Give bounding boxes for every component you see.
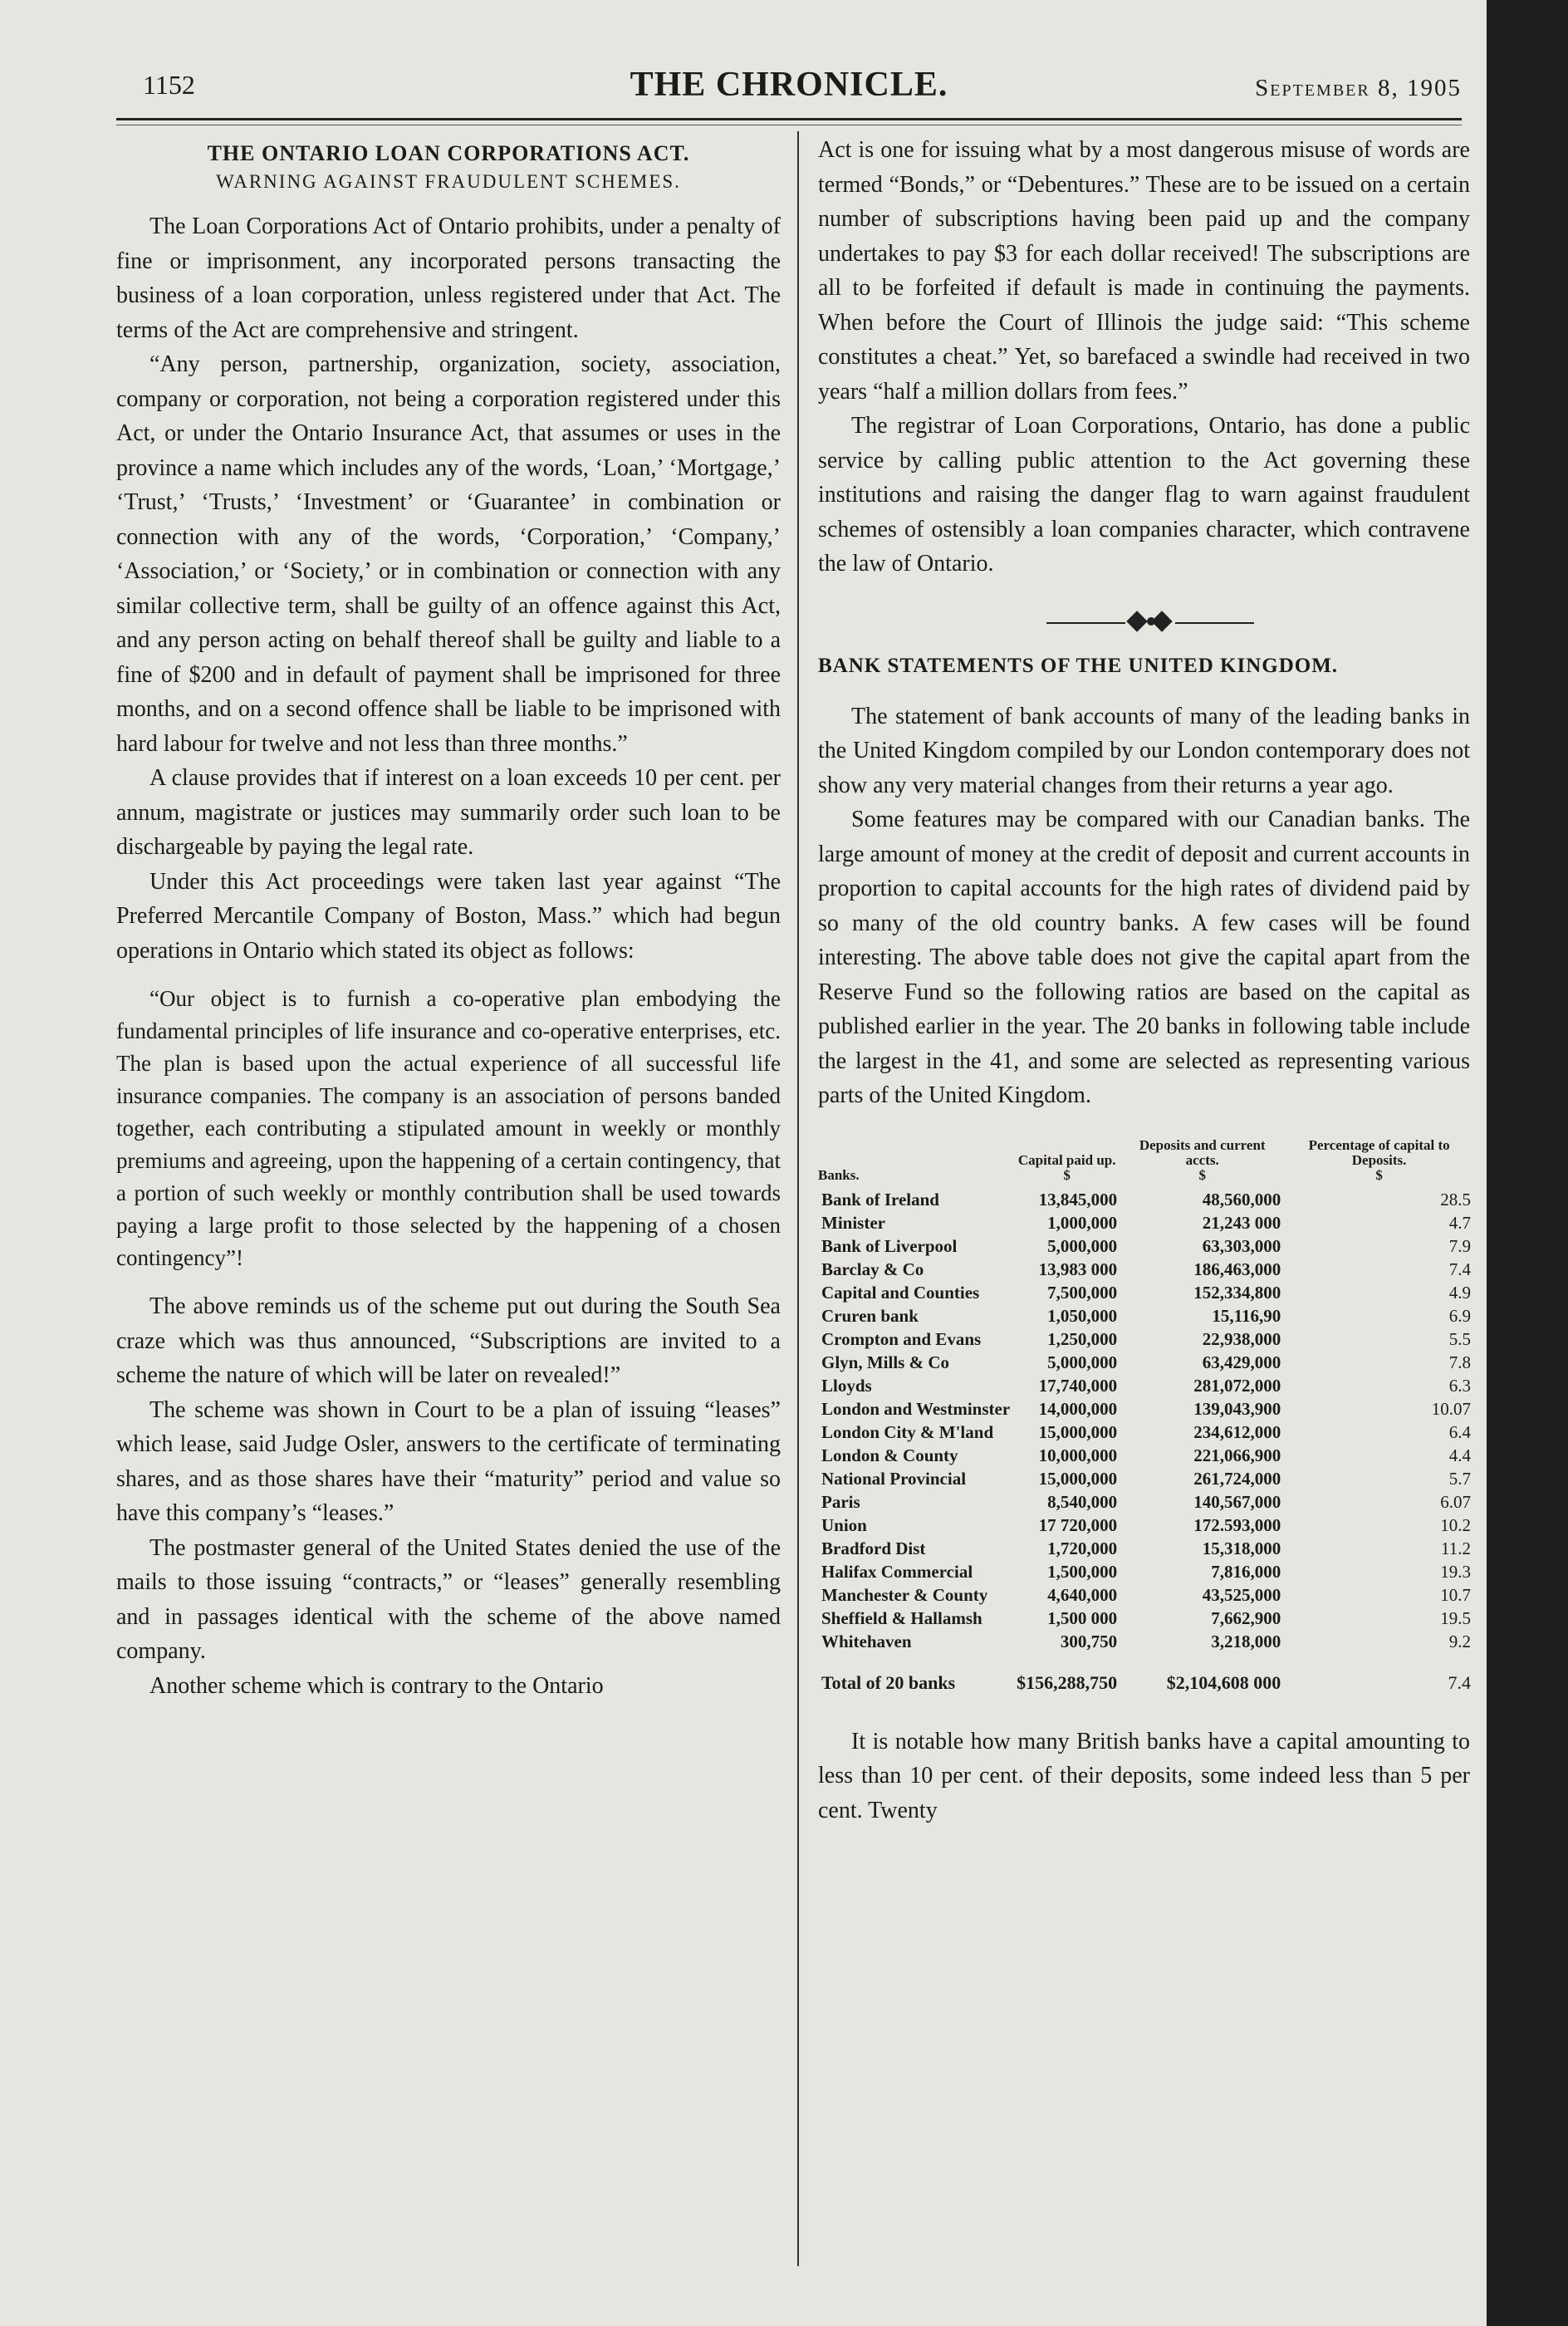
left-column [116,133,781,1703]
page-header [116,65,1462,115]
column-header-bank: Banks. [818,1166,860,1183]
cell-deposits: 7,662,900 [1211,1607,1281,1628]
column-divider [797,131,799,2266]
cell-capital: 15,000,000 [1038,1421,1118,1442]
cell-bank: Bank of Ireland [821,1189,939,1210]
table-row [818,1397,1474,1421]
table-row [818,1258,1474,1281]
cell-bank: National Provincial [821,1468,967,1489]
paragraph: Another scheme which is contrary to the Ontario [149,1672,604,1699]
cell-bank: Minister [821,1212,885,1233]
cell-bank: Paris [821,1491,860,1512]
table-row [818,1211,1474,1234]
paragraph: It is notable how many British banks have a capital amounting to less than 10 per cent. of their deposits, some indeed less than 5 per cent. Twenty [818,1728,1470,1823]
cell-pct: 7.4 [1448,1259,1471,1279]
table-row [818,1304,1474,1327]
cell-pct: 7.8 [1448,1352,1471,1372]
total-percent: 7.4 [1448,1671,1471,1693]
paragraph: Some features may be compared with our Canadian banks. The large amount of money at the credit of deposit and current accounts in proportion to capital accounts for the high rates of dividend paid by so many of the old country banks. A few cases will be found interesting. The above table does not give the capital apart from the Reserve Fund so the following ratios are based on the capital as published earlier in the year. The 20 banks in following table include the largest in the 41, and some are selected as representing various parts of the United Kingdom. [818,807,1470,1108]
cell-bank: Bradford Dist [821,1538,926,1558]
table-row [818,1351,1474,1374]
cell-pct: 28.5 [1440,1189,1471,1210]
cell-deposits: 261,724,000 [1193,1468,1281,1489]
bank-statements-table [818,1138,1474,1695]
total-deposits: $2,104,608 000 [1166,1671,1281,1693]
section-ornament [818,606,1470,640]
cell-capital: 10,000,000 [1038,1445,1118,1465]
cell-capital: 7,500,000 [1047,1282,1118,1303]
cell-deposits: 63,429,000 [1202,1352,1281,1372]
header-rule [116,118,1462,120]
cell-deposits: 172.593,000 [1193,1514,1281,1535]
cell-deposits: 152,334,800 [1193,1282,1281,1303]
cell-pct: 10.2 [1440,1514,1471,1535]
paragraph: The Loan Corporations Act of Ontario prohibits, under a penalty of fine or imprisonment, any incorporated persons transacting the business of a loan corporation, unless registered under that Act. The terms of the Act are comprehensive and stringent. [116,213,781,343]
cell-deposits: 139,043,900 [1193,1398,1281,1419]
cell-pct: 7.9 [1448,1235,1471,1256]
column-header-capital: Capital paid up. $ [1017,1151,1116,1183]
paragraph: The postmaster general of the United States denied the use of the mails to those issuing “contracts,” or “leases” generally resembling and in passages identical with the scheme of the above named company. [116,1534,781,1664]
cell-pct: 6.07 [1440,1491,1471,1512]
cell-pct: 6.4 [1448,1421,1471,1442]
cell-deposits: 281,072,000 [1193,1375,1281,1396]
cell-capital: 1,720,000 [1047,1538,1118,1558]
publication-title: THE CHRONICLE. [630,66,948,104]
paragraph: “Any person, partnership, organization, society, association, company or corporation, not being a corporation registered under this Act, or under the Ontario Insurance Act, that assumes or uses in the province a name which includes any of the words, ‘Loan,’ ‘Mortgage,’ ‘Trust,’ ‘Trusts,’ ‘Investment’ or ‘Guarantee’ in combination or connection with any of the words, ‘Corporation,’ ‘Company,’ ‘Association,’ or ‘Society,’ or in combination or connection with any similar collective term, shall be guilty of an offence against this Act, and any person acting on behalf thereof shall be guilty and liable to a fine of $200 and in default of payment shall be imprisoned for three months, and on a second offence shall be liable to be imprisoned with hard labour for twelve and not less than three months.” [116,351,781,757]
cell-deposits: 43,525,000 [1202,1584,1281,1605]
article-title: BANK STATEMENTS OF THE UNITED KINGDOM. [818,654,1339,677]
cell-bank: Bank of Liverpool [821,1235,958,1256]
cell-bank: Manchester & County [821,1584,988,1605]
cell-capital: 17 720,000 [1038,1514,1118,1535]
cell-pct: 4.7 [1448,1212,1471,1233]
cell-capital: 15,000,000 [1038,1468,1118,1489]
cell-capital: 1,500 000 [1047,1607,1118,1628]
cell-bank: Barclay & Co [821,1259,924,1279]
table-row [818,1374,1474,1397]
cell-bank: London and Westminster [821,1398,1011,1419]
cell-deposits: 48,560,000 [1202,1189,1281,1210]
cell-pct: 5.7 [1448,1468,1471,1489]
paragraph: A clause provides that if interest on a loan exceeds 10 per cent. per annum, magistrate or justices may summarily order such loan to be dischargeable by paying the legal rate. [116,765,781,860]
cell-deposits: 186,463,000 [1193,1259,1281,1279]
cell-bank: Halifax Commercial [821,1561,973,1582]
cell-capital: 4,640,000 [1047,1584,1118,1605]
cell-pct: 6.9 [1448,1305,1471,1326]
paragraph: The scheme was shown in Court to be a plan of issuing “leases” which lease, said Judge Osler, answers to the certificate of terminating shares, and as those shares have their “maturity” period and value so have this company’s “leases.” [116,1396,781,1526]
cell-capital: 13,845,000 [1038,1189,1118,1210]
table-total-row [818,1653,1474,1695]
cell-capital: 14,000,000 [1038,1398,1118,1419]
right-column [818,133,1470,1828]
column-header-deposits: Deposits and current accts. $ [1139,1136,1266,1183]
cell-pct: 10.7 [1440,1584,1471,1605]
paragraph: The registrar of Loan Corporations, Ontario, has done a public service by calling public attention to the Act governing these institutions and raising the danger flag to warn against fraudulent schemes of ostensibly a loan companies character, which contravene the law of Ontario. [818,413,1470,577]
table-row [818,1467,1474,1490]
table-header-row [818,1138,1474,1188]
cell-bank: Sheffield & Hallamsh [821,1607,982,1628]
cell-bank: Lloyds [821,1375,872,1396]
table-row [818,1421,1474,1444]
paragraph: Act is one for issuing what by a most dangerous misuse of words are termed “Bonds,” or “Debentures.” These are to be issued on a certain number of subscriptions having been paid up and the company undertakes to pay $3 for each dollar received! The subscriptions are all to be forfeited if default is made in continuing the payments. When before the Court of Illinois the judge said: “This scheme constitutes a cheat.” Yet, so barefaced a swindle had received in two years “half a million dollars from fees.” [818,137,1470,405]
cell-bank: Cruren bank [821,1305,919,1326]
cell-pct: 19.5 [1440,1607,1471,1628]
cell-deposits: 22,938,000 [1202,1328,1281,1349]
table-row [818,1490,1474,1514]
cell-deposits: 234,612,000 [1193,1421,1281,1442]
table-row [818,1560,1474,1583]
page-number: 1152 [143,70,195,100]
cell-deposits: 21,243 000 [1202,1212,1281,1233]
cell-bank: Glyn, Mills & Co [821,1352,950,1372]
paragraph: Under this Act proceedings were taken last year against “The Preferred Mercantile Company of Boston, Mass.” which had begun operations in Ontario which stated its object as follows: [116,868,781,964]
table-row [818,1234,1474,1258]
cell-capital: 17,740,000 [1038,1375,1118,1396]
cell-capital: 5,000,000 [1047,1352,1118,1372]
table-row [818,1514,1474,1537]
cell-pct: 10.07 [1431,1398,1471,1419]
table-row [818,1537,1474,1560]
cell-capital: 8,540,000 [1047,1491,1118,1512]
article-title: THE ONTARIO LOAN CORPORATIONS ACT. [207,141,690,165]
cell-capital: 1,250,000 [1047,1328,1118,1349]
cell-pct: 6.3 [1448,1375,1471,1396]
table-row [818,1607,1474,1630]
cell-bank: London & County [821,1445,958,1465]
cell-capital: 300,750 [1060,1631,1118,1651]
table-row [818,1188,1474,1211]
paragraph: The statement of bank accounts of many of the leading banks in the United Kingdom compiled by our London contemporary does not show any very material changes from their returns a year ago. [818,703,1470,798]
cell-bank: London City & M'land [821,1421,994,1442]
cell-pct: 9.2 [1448,1631,1471,1651]
table-row [818,1583,1474,1607]
cell-pct: 11.2 [1441,1538,1471,1558]
cell-deposits: 15,116,90 [1212,1305,1281,1326]
table-row [818,1444,1474,1467]
cell-capital: 13,983 000 [1038,1259,1118,1279]
paragraph: The above reminds us of the scheme put out during the South Sea craze which was thus announced, “Subscriptions are invited to a scheme the nature of which will be later on revealed!” [116,1293,781,1388]
block-quote [116,983,781,1274]
cell-deposits: 7,816,000 [1211,1561,1281,1582]
cell-deposits: 140,567,000 [1193,1491,1281,1512]
cell-deposits: 3,218,000 [1211,1631,1281,1651]
cell-pct: 19.3 [1440,1561,1471,1582]
table-row [818,1327,1474,1351]
issue-date: September 8, 1905 [1255,75,1462,101]
cell-bank: Capital and Counties [821,1282,980,1303]
cell-capital: 1,500,000 [1047,1561,1118,1582]
cell-capital: 1,000,000 [1047,1212,1118,1233]
quote-text: “Our object is to furnish a co-operative plan embodying the fundamental principles of life insurance and co-operative enterprises, etc. The plan is based upon the actual experience of all successful life insurance companies. The company is an association of persons banded together, each contributing a stipulated amount in weekly or monthly premiums and agreeing, upon the happening of a certain contingency, that a portion of such weekly or monthly contribution shall be used towards paying a large profit to those selected by the happening of a chosen contingency”! [116,986,781,1270]
cell-deposits: 63,303,000 [1202,1235,1281,1256]
cell-pct: 4.4 [1448,1445,1471,1465]
column-header-percent: Percentage of capital to Deposits. $ [1308,1136,1450,1183]
cell-deposits: 15,318,000 [1202,1538,1281,1558]
cell-capital: 5,000,000 [1047,1235,1118,1256]
cell-bank: Whitehaven [821,1631,912,1651]
cell-bank: Union [821,1514,867,1535]
article-subtitle: WARNING AGAINST FRAUDULENT SCHEMES. [216,171,681,192]
cell-capital: 1,050,000 [1047,1305,1118,1326]
cell-pct: 5.5 [1448,1328,1471,1349]
cell-bank: Crompton and Evans [821,1328,982,1349]
cell-pct: 4.9 [1448,1282,1471,1303]
total-capital: $156,288,750 [1017,1671,1118,1693]
table-row [818,1630,1474,1653]
total-label: Total of 20 banks [821,1671,956,1693]
cell-deposits: 221,066,900 [1193,1445,1281,1465]
table-row [818,1281,1474,1304]
